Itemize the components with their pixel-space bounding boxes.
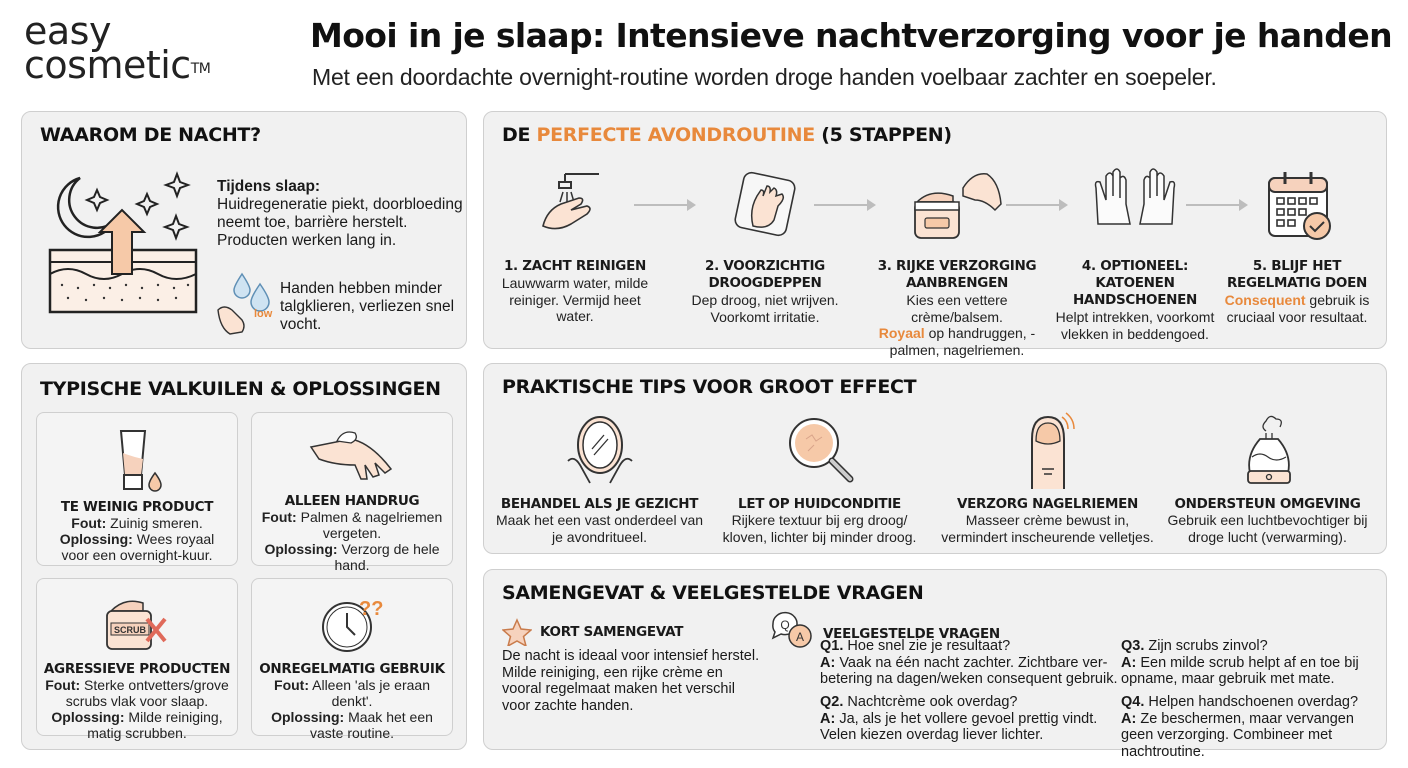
pitfall-3-fout: Sterke ontvetters/grove scrubs vlak voor slaap. xyxy=(65,677,229,709)
hands-washing-icon xyxy=(535,166,615,246)
pitfall-3-oplossing: Milde reiniging, matig scrubben. xyxy=(87,709,223,741)
step-5-desc xyxy=(1212,292,1382,325)
step-2-desc: Dep droog, niet wrijven. Voorkomt irritatie. xyxy=(691,292,839,325)
pitfall-4-desc xyxy=(252,677,452,741)
pitfall-2-desc xyxy=(252,509,452,573)
pitfall-4-fout: Alleen 'als je eraan denkt'. xyxy=(309,677,430,709)
cream-jar-icon xyxy=(907,166,1007,246)
tip-1-desc: Maak het een vast onderdeel van je avondritueel. xyxy=(495,512,704,545)
step-2 xyxy=(680,162,850,325)
summary-title: SAMENGEVAT & VEELGESTELDE VRAGEN xyxy=(502,582,924,604)
step-4-desc: Helpt intrekken, voorkomt vlekken in beddengoed. xyxy=(1055,309,1215,342)
faq-q-glyph: Q xyxy=(780,618,790,632)
fout-label: Fout: xyxy=(45,677,81,693)
pitfall-4-oplossing: Maak het een vaste routine. xyxy=(309,709,433,741)
step-4 xyxy=(1050,162,1220,342)
pitfall-card-2 xyxy=(251,412,453,573)
step-3-title: 3. RIJKE VERZORGING AANBRENGEN xyxy=(877,258,1037,291)
pitfall-card-1 xyxy=(36,412,238,566)
step-3-desc-post: op handruggen, -palmen, nagelriemen. xyxy=(889,325,1036,358)
tip-4 xyxy=(1160,410,1375,545)
pitfall-card-4 xyxy=(251,578,453,741)
hand-drops-icon xyxy=(214,270,276,336)
faq-item-2 xyxy=(820,694,1120,744)
qa-bubbles-icon xyxy=(769,610,815,650)
page-title: Mooi in je slaap: Intensieve nachtverzorging voor je handen xyxy=(310,16,1392,55)
faq-4-question: Helpen handschoenen overdag? xyxy=(1144,694,1359,710)
pitfall-4-title: ONREGELMATIG GEBRUIK xyxy=(259,661,445,677)
page-subtitle: Met een doordachte overnight-routine worden droge handen voelbaar zachter en soepeler. xyxy=(312,64,1217,90)
tube-drop-icon xyxy=(107,427,167,493)
scrub-jar-cross-icon xyxy=(97,593,177,655)
tip-3-desc: Masseer crème bewust in, vermindert inscheurende velletjes. xyxy=(941,512,1154,545)
pitfall-2-title: ALLEEN HANDRUG xyxy=(284,493,420,509)
routine-title xyxy=(502,124,952,146)
magnifier-skin-icon xyxy=(780,411,860,491)
brand-logo xyxy=(24,9,211,87)
faq-a-glyph: A xyxy=(795,630,805,644)
step-4-title: 4. OPTIONEEL: KATOENEN HANDSCHOENEN xyxy=(1072,258,1198,308)
pitfall-2-oplossing: Verzorg de hele hand. xyxy=(334,541,440,573)
oplossing-label: Oplossing: xyxy=(271,709,345,725)
pitfall-3-title: AGRESSIEVE PRODUCTEN xyxy=(43,661,231,677)
faq-3-question: Zijn scrubs zinvol? xyxy=(1144,638,1268,654)
faq-1-answer: Vaak na één nacht zachter. Zichtbare ver-betering na dagen/weken consequent gebruik. xyxy=(820,654,1118,687)
mirror-hands-icon xyxy=(560,411,640,491)
step-3-desc-accent: Royaal xyxy=(878,325,925,341)
pitfalls-panel xyxy=(21,363,467,750)
faq-1-a-label: A: xyxy=(820,654,836,671)
step-5-desc-accent: Consequent xyxy=(1224,292,1306,308)
brand-line1: easy xyxy=(24,9,111,53)
faq-3-a-label: A: xyxy=(1121,654,1137,671)
gloves-icon xyxy=(1090,166,1180,246)
faq-1-q-label: Q1. xyxy=(820,638,844,654)
faq-4-q-label: Q4. xyxy=(1121,694,1145,710)
step-1-title: 1. ZACHT REINIGEN xyxy=(503,258,647,274)
fout-label: Fout: xyxy=(274,677,309,693)
faq-3-answer: Een milde scrub helpt af en toe bij opname, maar gebruik met mate. xyxy=(1121,654,1359,687)
faq-2-q-label: Q2. xyxy=(820,694,844,710)
tips-panel xyxy=(483,363,1387,554)
tips-title: PRAKTISCHE TIPS VOOR GROOT EFFECT xyxy=(502,376,917,398)
pitfall-card-3 xyxy=(36,578,238,741)
tip-2-desc: Rijkere textuur bij erg droog/ kloven, lichter bij minder droog. xyxy=(722,512,917,545)
tip-4-desc: Gebruik een luchtbevochtiger bij droge lucht (verwarming). xyxy=(1167,512,1368,545)
step-2-title: 2. VOORZICHTIG DROOGDEPPEN xyxy=(705,258,825,291)
short-summary-title: KORT SAMENGEVAT xyxy=(540,624,684,640)
tip-2 xyxy=(712,410,927,545)
why-night-title: WAAROM DE NACHT? xyxy=(40,124,261,146)
trademark: TM xyxy=(190,61,211,77)
oplossing-label: Oplossing: xyxy=(59,531,133,547)
pitfall-2-fout: Palmen & nagelriemen vergeten. xyxy=(296,509,443,541)
pitfall-3-desc xyxy=(37,677,237,741)
routine-title-post: (5 STAPPEN) xyxy=(814,124,952,146)
tip-3 xyxy=(940,410,1155,545)
skin-night-icon xyxy=(42,170,212,320)
step-5-desc-post: gebruik is cruciaal voor resultaat. xyxy=(1226,292,1370,325)
pitfall-1-oplossing: Wees royaal voor een overnight-kuur. xyxy=(61,531,215,563)
faq-4-answer: Ze beschermen, maar vervangen geen verzorging. Combineer met nachtroutine. xyxy=(1121,710,1354,760)
faq-4-a-label: A: xyxy=(1121,710,1137,727)
low-label: low xyxy=(254,308,273,320)
step-1-desc: Lauwwarm water, milde reiniger. Vermijd heet water. xyxy=(501,275,649,324)
pitfall-1-fout: Zuinig smeren. xyxy=(106,515,203,531)
pitfall-1-title: TE WEINIG PRODUCT xyxy=(60,499,214,515)
faq-1-question: Hoe snel zie je resultaat? xyxy=(843,638,1011,654)
pitfall-1-desc xyxy=(37,515,237,563)
faq-2-a-label: A: xyxy=(820,710,836,727)
faq-item-1 xyxy=(820,638,1120,688)
oplossing-label: Oplossing: xyxy=(264,541,338,557)
star-icon xyxy=(502,618,532,646)
faq-3-q-label: Q3. xyxy=(1121,638,1145,654)
humidifier-icon xyxy=(1238,411,1298,491)
tip-1 xyxy=(492,410,707,545)
why-night-text xyxy=(217,178,467,250)
faq-item-3 xyxy=(1121,638,1376,688)
towel-hand-icon xyxy=(725,166,805,246)
tip-2-title: LET OP HUIDCONDITIE xyxy=(738,496,901,512)
routine-title-accent: PERFECTE AVONDROUTINE xyxy=(536,124,815,146)
pitfalls-title: TYPISCHE VALKUILEN & OPLOSSINGEN xyxy=(40,378,441,400)
clock-question-icon xyxy=(319,593,385,655)
tip-3-title: VERZORG NAGELRIEMEN xyxy=(956,496,1139,512)
tip-4-title: ONDERSTEUN OMGEVING xyxy=(1174,496,1361,512)
short-summary-text: De nacht is ideaal voor intensief herstel. Milde reiniging, een rijke crème en vooral regelmaat maken het verschil voor zachte handen. xyxy=(502,648,760,714)
step-3-desc xyxy=(862,292,1052,358)
calendar-check-icon xyxy=(1257,166,1337,246)
why-hands-text: Handen hebben minder talgklieren, verliezen snel vocht. xyxy=(280,280,455,333)
faq-item-4 xyxy=(1121,694,1381,760)
short-summary-heading xyxy=(502,618,683,646)
step-3 xyxy=(862,162,1052,358)
faq-title: VEELGESTELDE VRAGEN xyxy=(823,626,1000,642)
why-night-panel xyxy=(21,111,467,349)
faq-2-answer: Ja, als je het vollere gevoel prettig vindt. Velen kiezen overdag liever lichter. xyxy=(820,710,1098,743)
why-night-lead: Tijdens slaap: xyxy=(217,178,321,195)
scrub-jar-label: SCRUB xyxy=(113,625,147,635)
step-1 xyxy=(490,162,660,325)
routine-title-pre: DE xyxy=(502,124,537,146)
fout-label: Fout: xyxy=(261,509,297,525)
faq-2-question: Nachtcrème ook overdag? xyxy=(843,694,1018,710)
step-5 xyxy=(1212,162,1382,325)
oplossing-label: Oplossing: xyxy=(51,709,125,725)
step-3-desc-pre: Kies een vettere crème/balsem. xyxy=(906,292,1008,325)
fingernail-icon xyxy=(1018,411,1078,491)
summary-panel xyxy=(483,569,1387,760)
hand-cream-icon xyxy=(307,427,397,487)
fout-label: Fout: xyxy=(71,515,107,531)
svg-text:??: ?? xyxy=(359,598,384,620)
why-night-body: Huidregeneratie piekt, doorbloeding neemt toe, barrière herstelt. Producten werken lang in. xyxy=(217,196,463,249)
brand-line2: cosmetic xyxy=(24,43,191,87)
routine-panel xyxy=(483,111,1387,358)
tip-1-title: BEHANDEL ALS JE GEZICHT xyxy=(500,496,699,512)
step-5-title: 5. BLIJF HET REGELMATIG DOEN xyxy=(1226,258,1368,291)
